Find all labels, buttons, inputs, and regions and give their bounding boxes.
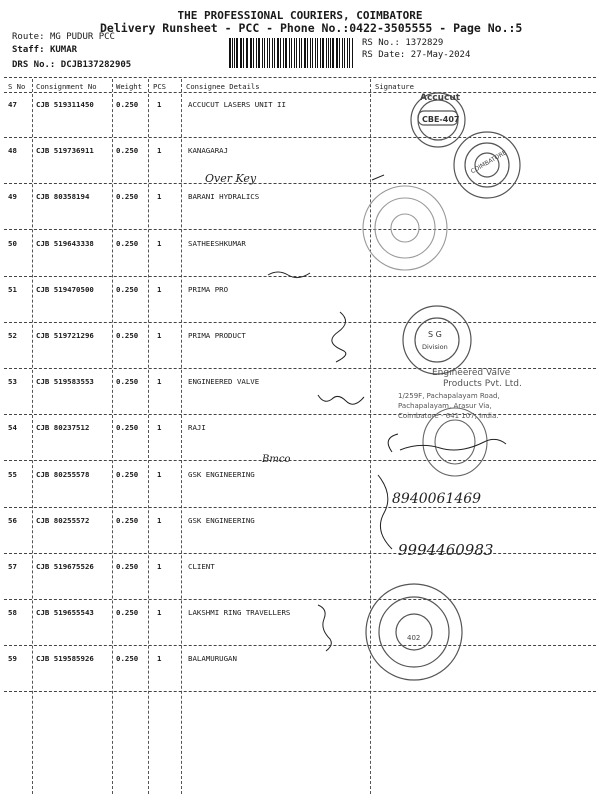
drs-line <box>12 60 131 70</box>
barcode-bar <box>339 38 340 68</box>
row-divider <box>4 507 596 508</box>
drs-value: DCJB137282905 <box>60 60 132 70</box>
row-weight: 0.250 <box>116 192 139 201</box>
row-divider <box>4 460 596 461</box>
runsheet-subtitle: Delivery Runsheet - PCC - Phone No.:0422-3505555 - Page No.:5 <box>100 21 523 35</box>
row-consignment-no: CJB 519583553 <box>36 377 94 386</box>
col-header-consignee: Consignee Details <box>186 82 260 91</box>
row-consignment-no: CJB 519655543 <box>36 608 94 617</box>
barcode-bar <box>277 38 279 68</box>
ev-address-line2: Pachapalayam, Arasur Via, <box>398 402 492 410</box>
row-divider <box>4 137 596 138</box>
row-pcs: 1 <box>157 192 162 201</box>
row-pcs: 1 <box>157 146 162 155</box>
rs-date-label: RS Date: <box>362 50 406 60</box>
coimbatore-stamp-text: COIMBATORE <box>469 149 508 176</box>
row-divider <box>4 276 596 277</box>
ev-address-line3: Coimbatore - 641 107, India. <box>398 412 499 420</box>
row-divider <box>4 322 596 323</box>
signature-row54 <box>388 434 506 452</box>
row-consignee: BARANI HYDRALICS <box>188 192 260 201</box>
barcode-bar <box>347 38 348 68</box>
row-weight: 0.250 <box>116 331 139 340</box>
row-consignment-no: CJB 80255578 <box>36 470 90 479</box>
row-divider <box>4 414 596 415</box>
row-consignment-no: CJB 80255572 <box>36 516 90 525</box>
accucut-code-text: CBE-407 <box>422 115 460 124</box>
barcode-bar <box>262 38 263 68</box>
row-sno: 48 <box>8 146 17 155</box>
oval-company-stamp <box>423 408 487 476</box>
handwritten-phone-1: 8940061469 <box>392 491 482 507</box>
company-title: THE PROFESSIONAL COURIERS, COIMBATORE <box>177 9 423 22</box>
barcode-bar <box>269 38 270 68</box>
row-sno: 47 <box>8 100 17 109</box>
row-weight: 0.250 <box>116 423 139 432</box>
row-weight: 0.250 <box>116 146 139 155</box>
barcode-bar <box>289 38 290 68</box>
staff-label: Staff: <box>12 45 45 55</box>
accucut-stamp-text: Accucut <box>420 93 461 103</box>
barcode-bar <box>236 38 238 68</box>
barcode-bar <box>256 38 257 68</box>
barcode-bar <box>264 38 265 68</box>
row-sno: 50 <box>8 239 17 248</box>
row-consignee: KANAGARAJ <box>188 146 229 155</box>
row-divider <box>4 368 596 369</box>
row-weight: 0.250 <box>116 285 139 294</box>
barcode-bar <box>330 38 331 68</box>
barcode-bar <box>283 38 284 68</box>
barcode-bar <box>336 38 338 68</box>
barcode-bar <box>320 38 322 68</box>
row-consignment-no: CJB 519311450 <box>36 100 94 109</box>
row-sno: 51 <box>8 285 17 294</box>
col-header-pcs: PCS <box>153 82 166 91</box>
barcode-bar <box>328 38 329 68</box>
row-consignment-no: CJB 519585926 <box>36 654 94 663</box>
row-divider <box>4 645 596 646</box>
row-weight: 0.250 <box>116 377 139 386</box>
row-consignee: GSK ENGINEERING <box>188 516 255 525</box>
barcode-bar <box>243 38 244 68</box>
rs-no-line <box>362 38 443 48</box>
handwriting <box>205 172 506 651</box>
barcode-bar <box>312 38 314 68</box>
col-divider <box>370 79 371 794</box>
col-divider <box>32 79 33 794</box>
row-weight: 0.250 <box>116 516 139 525</box>
barcode-bar <box>234 38 235 68</box>
row-consignment-no: CJB 519470500 <box>36 285 94 294</box>
row-sno: 49 <box>8 192 17 201</box>
row-pcs: 1 <box>157 608 162 617</box>
col-divider <box>148 79 149 794</box>
header-rule-top <box>4 77 596 78</box>
row-pcs: 1 <box>157 562 162 571</box>
barcode-bar <box>250 38 252 68</box>
drs-label: DRS No.: <box>12 60 56 70</box>
barcode-bar <box>247 38 248 68</box>
row-divider <box>4 229 596 230</box>
col-header-consignment: Consignment No <box>36 82 97 91</box>
col-header-signature: Signature <box>375 82 414 91</box>
staff-value: KUMAR <box>49 45 78 55</box>
row-sno: 59 <box>8 654 17 663</box>
row-consignee: GSK ENGINEERING <box>188 470 255 479</box>
signature-tick <box>372 175 384 180</box>
barcode-bar <box>280 38 281 68</box>
rs-date-line <box>362 50 470 60</box>
handwritten-phone-2: 9994460983 <box>398 541 494 559</box>
row-divider <box>4 691 596 692</box>
signature-row53 <box>318 395 364 404</box>
barcode-bar <box>304 38 306 68</box>
barcode-bar <box>258 38 260 68</box>
barcode-bar <box>240 38 242 68</box>
row-divider <box>4 599 596 600</box>
row-weight: 0.250 <box>116 470 139 479</box>
row-sno: 58 <box>8 608 17 617</box>
row-weight: 0.250 <box>116 654 139 663</box>
staff-line <box>12 45 77 55</box>
row-pcs: 1 <box>157 239 162 248</box>
barcode-bar <box>253 38 255 68</box>
row-consignee: ENGINEERED VALVE <box>188 377 260 386</box>
barcode-bar <box>301 38 302 68</box>
route-line <box>12 32 115 42</box>
barcode-bar <box>246 38 247 68</box>
coimbatore-stamp <box>454 132 520 198</box>
row-consignee: PRIMA PRO <box>188 285 229 294</box>
row-consignee: CLIENT <box>188 562 215 571</box>
barcode-bar <box>349 38 350 68</box>
faded-company-stamp <box>363 186 447 270</box>
accucut-stamp <box>411 93 465 147</box>
row-sno: 57 <box>8 562 17 571</box>
bracket-mark <box>378 475 392 549</box>
row-sno: 53 <box>8 377 17 386</box>
barcode-bar <box>274 38 276 68</box>
ev-name-line1: Engineered Valve <box>432 368 511 378</box>
row-consignee: PRIMA PRODUCT <box>188 331 246 340</box>
barcode-bar <box>332 38 334 68</box>
handwritten-note-row48: Over Key <box>205 172 257 185</box>
col-header-weight: Weight <box>116 82 142 91</box>
sg-text: S G <box>428 330 442 339</box>
barcode-bar <box>229 38 231 68</box>
route-label: Route: <box>12 32 45 42</box>
barcode-bar <box>326 38 327 68</box>
row-consignment-no: CJB 519675526 <box>36 562 94 571</box>
barcode-bar <box>267 38 269 68</box>
row-pcs: 1 <box>157 377 162 386</box>
rs-no-value: 1372829 <box>405 38 444 48</box>
row-sno: 52 <box>8 331 17 340</box>
barcode-bar <box>307 38 308 68</box>
division-text: Division <box>422 343 448 351</box>
row-divider <box>4 183 596 184</box>
row-pcs: 1 <box>157 331 162 340</box>
col-divider <box>112 79 113 794</box>
header-rule-bottom <box>4 92 596 93</box>
row-consignee: SATHEESHKUMAR <box>188 239 246 248</box>
row-consignment-no: CJB 80237512 <box>36 423 90 432</box>
row-consignee: LAKSHMI RING TRAVELLERS <box>188 608 291 617</box>
row-weight: 0.250 <box>116 562 139 571</box>
sg-division-stamp <box>403 306 471 374</box>
barcode-bar <box>344 38 346 68</box>
barcode-bar <box>317 38 318 68</box>
ev-name-line2: Products Pvt. Ltd. <box>443 379 522 389</box>
row-consignment-no: CJB 519721296 <box>36 331 94 340</box>
row-pcs: 1 <box>157 516 162 525</box>
row-sno: 55 <box>8 470 17 479</box>
row-consignee: ACCUCUT LASERS UNIT II <box>188 100 286 109</box>
handwritten-note-row54: Bmco <box>262 454 291 465</box>
barcode-bar <box>342 38 343 68</box>
ev-address-line1: 1/259F, Pachapalayam Road, <box>398 392 500 400</box>
row-consignment-no: CJB 80358194 <box>36 192 90 201</box>
barcode-bar <box>322 38 324 68</box>
barcode-bar <box>291 38 293 68</box>
row-pcs: 1 <box>157 100 162 109</box>
barcode-bar <box>315 38 316 68</box>
barcode-bar <box>299 38 301 68</box>
col-header-sno: S No <box>8 82 26 91</box>
barcode-bar <box>285 38 287 68</box>
row-consignee: BALAMURUGAN <box>188 654 237 663</box>
row-consignment-no: CJB 519736911 <box>36 146 94 155</box>
rs-no-label: RS No.: <box>362 38 400 48</box>
col-divider <box>181 79 182 794</box>
row-pcs: 1 <box>157 423 162 432</box>
engineered-valve-stamp <box>398 368 522 420</box>
barcode <box>229 38 354 68</box>
lakshmi-stamp-number: 402 <box>407 634 421 642</box>
row-consignee: RAJI <box>188 423 206 432</box>
row-divider <box>4 553 596 554</box>
row-sno: 56 <box>8 516 17 525</box>
barcode-bar <box>296 38 297 68</box>
barcode-bar <box>310 38 311 68</box>
rs-date-value: 27-May-2024 <box>410 50 471 60</box>
row-pcs: 1 <box>157 470 162 479</box>
row-sno: 54 <box>8 423 17 432</box>
route-value: MG PUDUR PCC <box>49 32 115 42</box>
signature-row52 <box>332 312 346 362</box>
barcode-bar <box>294 38 295 68</box>
row-weight: 0.250 <box>116 239 139 248</box>
row-pcs: 1 <box>157 285 162 294</box>
barcode-bar <box>232 38 233 68</box>
row-consignment-no: CJB 519643338 <box>36 239 94 248</box>
barcode-bar <box>272 38 273 68</box>
row-weight: 0.250 <box>116 608 139 617</box>
row-weight: 0.250 <box>116 100 139 109</box>
barcode-bar <box>352 38 354 68</box>
row-pcs: 1 <box>157 654 162 663</box>
